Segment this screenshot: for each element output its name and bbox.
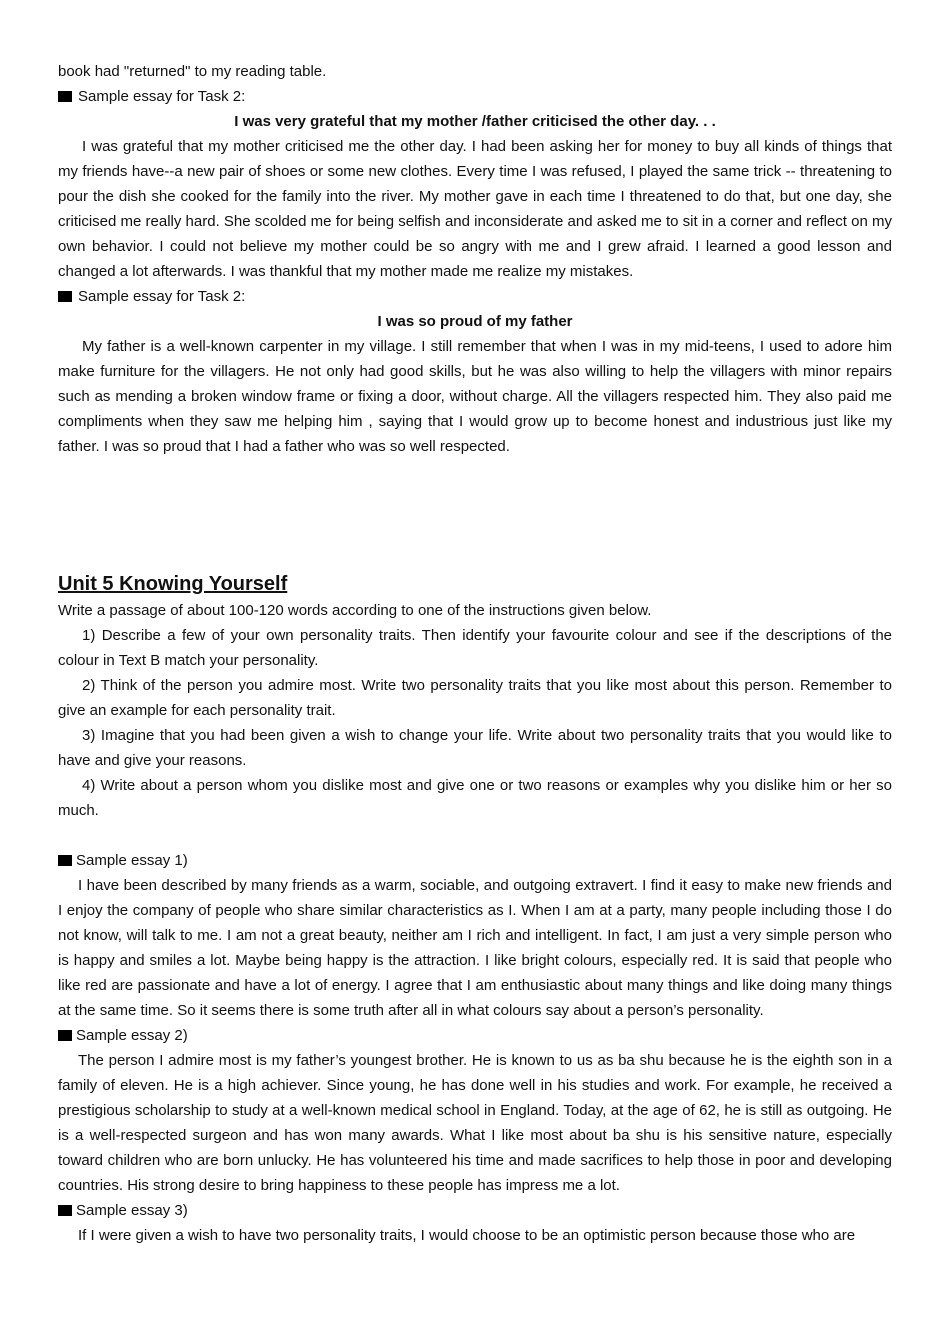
black-square-icon — [58, 291, 72, 302]
top-fragment: book had "returned" to my reading table. — [58, 63, 327, 80]
section1-label: Sample essay for Task 2: — [78, 88, 246, 105]
document-page — [58, 59, 892, 1248]
unit-instruction: Write a passage of about 100-120 words according to one of the instructions given below. — [58, 602, 652, 619]
blank-space — [58, 459, 892, 570]
section2-label: Sample essay for Task 2: — [78, 288, 246, 305]
sample1-label-line — [58, 848, 892, 873]
section2-title: I was so proud of my father — [377, 313, 573, 330]
section1-body: I was grateful that my mother criticised me the other day. I had been asking her for money to buy all kinds of things that my friends have--a new pair of shoes or some new clothes. Every time I was refused, I played the same trick -- threatening to pour the dish she cooked for the family into the river. My mother gave in each time I threatened to do that, but one day, she criticised me really hard. She scolded me for being selfish and inconsiderate and asked me to sit in a corner and reflect on my own behavior. I could not believe my mother could be so angry with me and I grew afraid. I learned a good lesson and changed a lot afterwards. I was thankful that my mother made me realize my mistakes. — [58, 138, 892, 280]
black-square-icon — [58, 855, 72, 866]
sample2-label: Sample essay 2) — [76, 1027, 188, 1044]
sample2-label-line — [58, 1023, 892, 1048]
instruction-item-1: 1) Describe a few of your own personality traits. Then identify your favourite colour and see if the descriptions of the colour in Text B match your personality. — [58, 627, 892, 669]
sample1-body: I have been described by many friends as a warm, sociable, and outgoing extravert. I find it easy to make new friends and I enjoy the company of people who share similar characteristics as I. When I am at a party, many people including those I do not know, will talk to me. I am not a great beauty, neither am I rich and intelligent. In fact, I am just a very simple person who is happy and smiles a lot. Maybe being happy is the attraction. I like bright colours, especially red. It is said that people who like red are passionate and have a lot of energy. I agree that I am enthusiastic about many things and like doing many things at the same time. So it seems there is some truth after all in what colours say about a person’s personality. — [58, 877, 892, 1019]
blank-line — [58, 823, 892, 848]
sample3-label-line — [58, 1198, 892, 1223]
sample2-body: The person I admire most is my father’s youngest brother. He is known to us as ba shu because he is the eighth son in a family of eleven. He is a high achiever. Since young, he has done well in his studies and work. For example, he received a prestigious scholarship to study at a well-known medical school in England. Today, at the age of 62, he is still as outgoing. He is a well-respected surgeon and has won many awards. What I like most about ba shu is his sensitive nature, especially toward children who are born unlucky. He has volunteered his time and made sacrifices to help those in poor and developing countries. His strong desire to bring happiness to these people has impress me a lot. — [58, 1052, 892, 1194]
sample3-label: Sample essay 3) — [76, 1202, 188, 1219]
sample3-body: If I were given a wish to have two personality traits, I would choose to be an optimistic person because those who are — [78, 1227, 856, 1244]
unit-title: Unit 5 Knowing Yourself — [58, 573, 288, 595]
instruction-item-2: 2) Think of the person you admire most. Write two personality traits that you like most about this person. Remember to give an example for each personality trait. — [58, 677, 892, 719]
section1-label-line — [58, 84, 892, 109]
section1-title: I was very grateful that my mother /father criticised the other day. . . — [234, 113, 716, 130]
section2-label-line — [58, 284, 892, 309]
section2-body: My father is a well-known carpenter in my village. I still remember that when I was in my mid-teens, I used to adore him make furniture for the villagers. He not only had good skills, but he was also willing to help the villagers with minor repairs such as mending a broken window frame or fixing a door, without charge. All the villagers respected him. They also paid me compliments when they saw me helping him , saying that I would grow up to become honest and industrious just like my father. I was so proud that I had a father who was so well respected. — [58, 338, 892, 455]
instruction-item-3: 3) Imagine that you had been given a wish to change your life. Write about two personality traits that you would like to have and give your reasons. — [58, 727, 892, 769]
black-square-icon — [58, 1205, 72, 1216]
black-square-icon — [58, 1030, 72, 1041]
instruction-item-4: 4) Write about a person whom you dislike most and give one or two reasons or examples why you dislike him or her so much. — [58, 777, 892, 819]
sample1-label: Sample essay 1) — [76, 852, 188, 869]
black-square-icon — [58, 91, 72, 102]
